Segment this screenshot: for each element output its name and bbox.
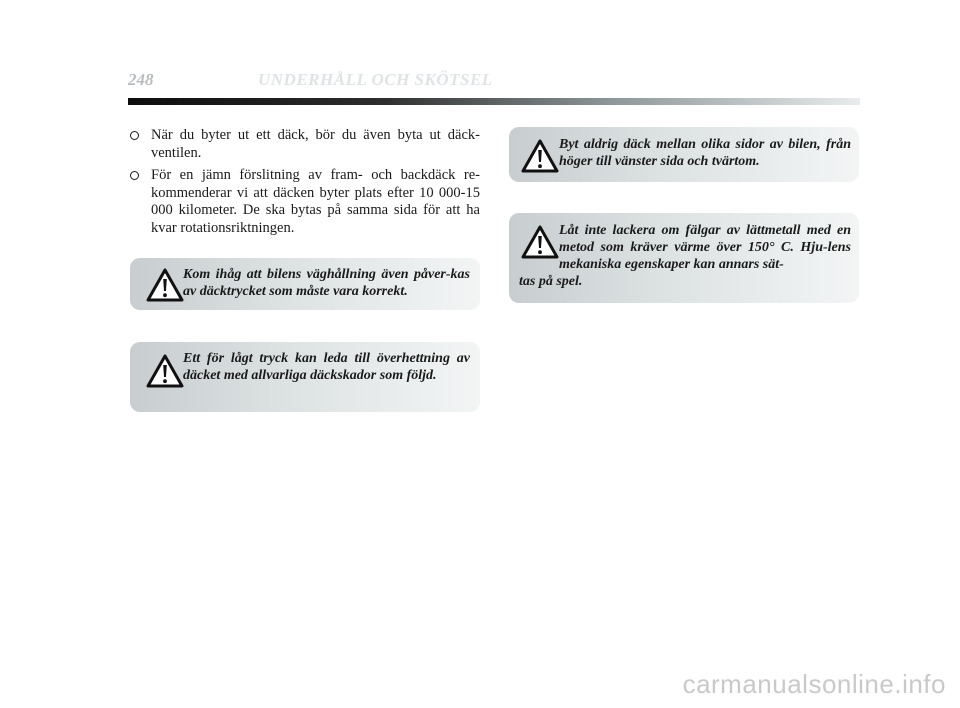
warning-triangle-icon xyxy=(146,268,184,302)
list-item-text: När du byter ut ett däck, bör du även byta ut däck-ventilen. xyxy=(151,127,480,161)
page-number: 248 xyxy=(128,70,154,89)
warning-triangle-icon xyxy=(521,139,559,173)
warning-text-head: Låt inte lackera om fälgar av lättmetall med en metod som kräver värme över 150° C. Hju-lens mekaniska egenskaper kan annars sät- xyxy=(559,223,851,272)
header-rule xyxy=(128,98,860,105)
warning-box-swap-sides xyxy=(509,127,859,182)
warning-triangle-icon xyxy=(521,225,559,259)
warning-box-road-holding xyxy=(130,258,480,310)
warning-text: Ett för lågt tryck kan leda till överhettning av däcket med allvarliga däckskador som följd. xyxy=(183,351,470,383)
circle-bullet-icon xyxy=(130,131,139,140)
bullet-list xyxy=(130,127,480,242)
section-title: UNDERHÅLL OCH SKÖTSEL xyxy=(258,70,493,89)
watermark: carmanualsonline.info xyxy=(682,669,946,699)
warning-text: Byt aldrig däck mellan olika sidor av bilen, från höger till vänster sida och tvärtom. xyxy=(559,137,851,169)
list-item xyxy=(130,167,480,237)
list-item-text: För en jämn förslitning av fram- och backdäck re-kommenderar vi att däcken byter plats efter 10 000-15 000 kilometer. De ska bytas på samma sida för att ha kvar rotationsriktningen. xyxy=(151,167,480,236)
list-item xyxy=(130,127,480,162)
warning-box-low-pressure xyxy=(130,342,480,412)
warning-box-alloy-rims xyxy=(509,213,859,303)
warning-text: Kom ihåg att bilens väghållning även påver-kas av däcktrycket som måste vara korrekt. xyxy=(183,267,470,299)
circle-bullet-icon xyxy=(130,171,139,180)
warning-text xyxy=(559,222,851,273)
warning-text-tail: tas på spel. xyxy=(519,274,583,289)
warning-triangle-icon xyxy=(146,354,184,388)
